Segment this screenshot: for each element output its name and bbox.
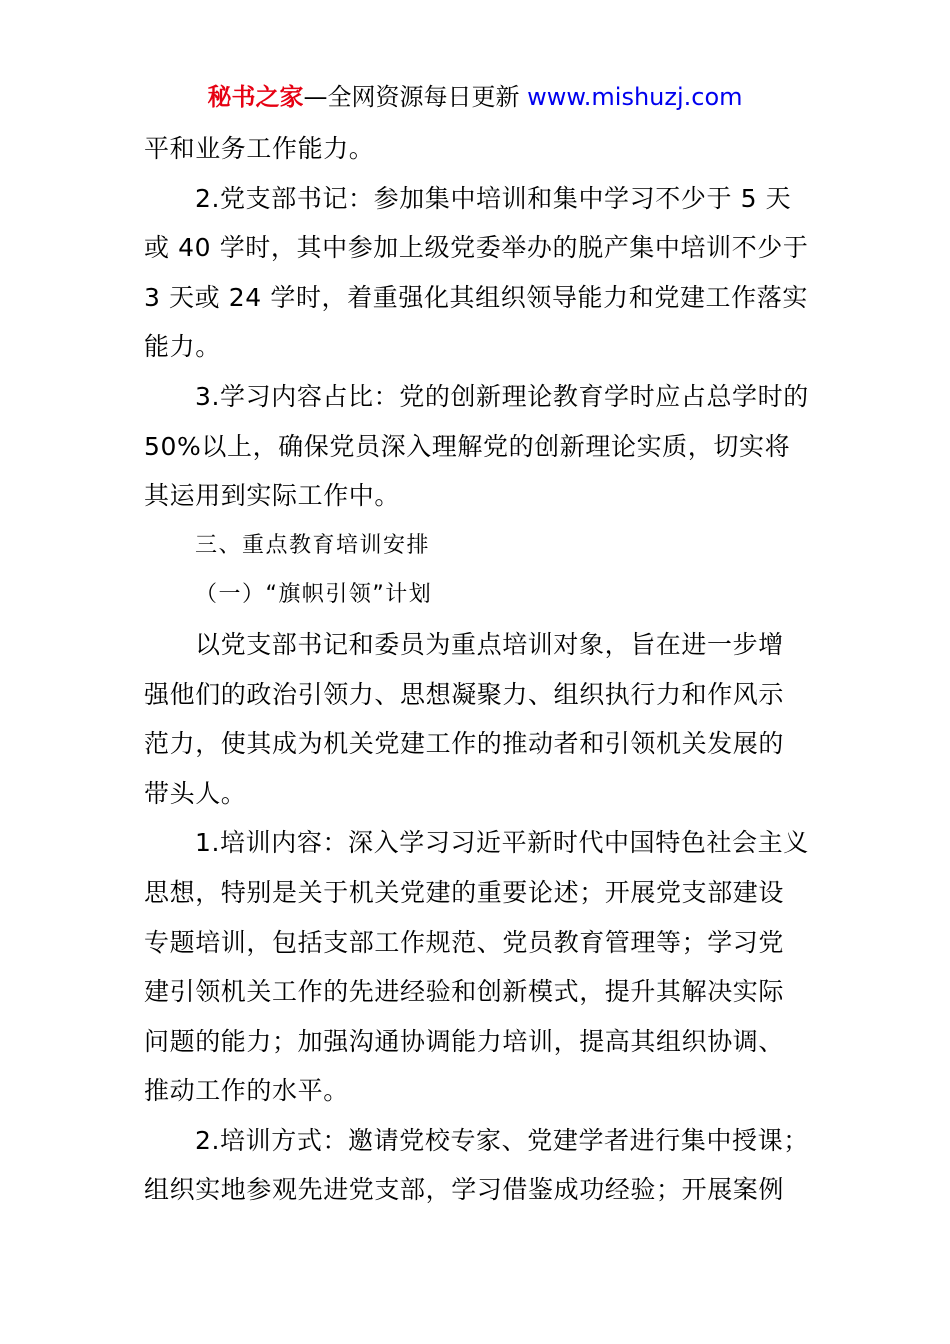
text-line: 平和业务工作能力。 (144, 134, 375, 163)
text-line: 强他们的政治引领力、思想凝聚力、组织执行力和作风示 (144, 679, 785, 709)
site-brand: 秘书之家 (207, 83, 304, 111)
text-line: 或 40 学时，其中参加上级党委举办的脱产集中培训不少于 (144, 233, 809, 263)
text-line: 2.培训方式：邀请党校专家、党建学者进行集中授课； (195, 1125, 809, 1155)
section-heading: 三、重点教育培训安排 (195, 532, 431, 558)
text-line: 其运用到实际工作中。 (144, 481, 401, 511)
text-line: 思想，特别是关于机关党建的重要论述；开展党支部建设 (144, 877, 785, 907)
text-line: 专题培训，包括支部工作规范、党员教育管理等；学习党 (144, 927, 785, 957)
text-line: 2.党支部书记：参加集中培训和集中学习不少于 5 天 (195, 183, 792, 213)
text-line: 以党支部书记和委员为重点培训对象，旨在进一步增 (195, 629, 784, 659)
text-line: 50%以上，确保党员深入理解党的创新理论实质，切实将 (144, 431, 791, 461)
text-line: 1.培训内容：深入学习习近平新时代中国特色社会主义 (195, 828, 809, 858)
text-line: 能力。 (144, 332, 221, 362)
page-header (0, 80, 950, 114)
text-line: 3.学习内容占比：党的创新理论教育学时应占总学时的 (195, 381, 809, 411)
document-body (144, 124, 814, 1215)
subsection-heading: （一）“旗帜引领”计划 (195, 582, 433, 608)
text-line: 问题的能力；加强沟通协调能力培训，提高其组织协调、 (144, 1026, 785, 1056)
text-line: 范力，使其成为机关党建工作的推动者和引领机关发展的 (144, 729, 785, 759)
text-line: 带头人。 (144, 778, 247, 808)
site-tagline: —全网资源每日更新 (303, 83, 520, 111)
text-line: 3 天或 24 学时，着重强化其组织领导能力和党建工作落实 (144, 282, 808, 312)
text-line: 组织实地参观先进党支部，学习借鉴成功经验；开展案例 (144, 1175, 785, 1205)
text-line: 建引领机关工作的先进经验和创新模式，提升其解决实际 (144, 977, 785, 1007)
site-url-link[interactable]: www.mishuzj.com (527, 83, 743, 111)
text-line: 推动工作的水平。 (144, 1076, 349, 1106)
